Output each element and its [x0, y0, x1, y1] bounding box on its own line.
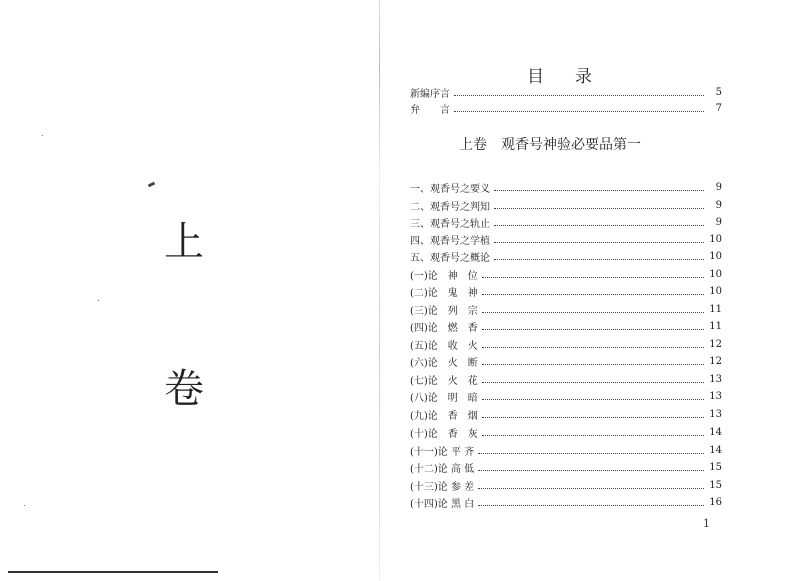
scan-speck	[98, 300, 99, 301]
toc-entry-page: 10	[709, 286, 722, 297]
dot-leader	[482, 381, 704, 383]
toc-entry-label: 二、观香号之判知	[410, 202, 490, 213]
toc-entry-page: 9	[715, 182, 722, 193]
front-matter-page: 5	[715, 87, 722, 98]
toc-entry-label: (四)论 燃 香	[410, 323, 478, 334]
toc-entry-label: 一、观香号之要义	[410, 184, 490, 195]
scan-edge-rule	[8, 571, 218, 573]
dot-leader	[454, 110, 704, 112]
toc-entry-label: (十四)论 黑 白	[410, 499, 475, 510]
toc-entry-label: (七)论 火 花	[410, 376, 478, 387]
toc-entry	[410, 372, 722, 387]
toc-entry	[410, 198, 722, 213]
toc-entry-page: 11	[709, 321, 722, 332]
toc-entry-page: 16	[709, 497, 722, 508]
dot-leader	[482, 346, 704, 348]
toc-entry	[410, 319, 722, 334]
toc-entry	[410, 337, 722, 352]
toc-entry	[410, 267, 722, 282]
toc-entry-label: (五)论 收 火	[410, 341, 478, 352]
front-matter-row	[410, 101, 722, 116]
toc-entry-page: 13	[709, 391, 722, 402]
page-number: 1	[703, 517, 710, 530]
dot-leader	[454, 94, 704, 96]
toc-entry	[410, 302, 722, 317]
dot-leader	[494, 207, 704, 209]
toc-entry	[410, 478, 722, 493]
toc-entry	[410, 495, 722, 510]
dot-leader	[478, 452, 704, 454]
dot-leader	[494, 189, 704, 191]
scan-speck	[42, 135, 43, 136]
dot-leader	[478, 469, 704, 471]
toc-entry-page: 10	[709, 251, 722, 262]
dot-leader	[494, 241, 704, 243]
toc-entry-page: 15	[709, 480, 722, 491]
toc-entry-page: 13	[709, 409, 722, 420]
toc-entry-page: 10	[709, 269, 722, 280]
toc-entry	[410, 284, 722, 299]
dot-leader	[494, 224, 704, 226]
scan-speck	[148, 182, 156, 188]
toc-entry	[410, 460, 722, 475]
toc-entry-label: (八)论 明 暗	[410, 393, 478, 404]
left-page	[0, 0, 380, 581]
front-matter-label: 新编序言	[410, 89, 450, 100]
toc-entry-page: 15	[709, 462, 722, 473]
section-title: 上卷 观香号神验必要品第一	[459, 137, 641, 153]
toc-entry-label: 五、观香号之概论	[410, 253, 490, 264]
toc-entry-label: (一)论 神 位	[410, 271, 478, 282]
dot-leader	[482, 363, 704, 365]
toc-entry	[410, 180, 722, 195]
toc-entry	[410, 215, 722, 230]
toc-entry-page: 9	[715, 217, 722, 228]
toc-entry-page: 10	[709, 234, 722, 245]
toc-entry-label: (十二)论 高 低	[410, 464, 475, 475]
toc-entry	[410, 443, 722, 458]
toc-entry-page: 12	[709, 339, 722, 350]
toc-entry-label: (九)论 香 烟	[410, 411, 478, 422]
toc-entry-label: (十一)论 平 齐	[410, 447, 475, 458]
dot-leader	[478, 504, 704, 506]
toc-entry	[410, 389, 722, 404]
dot-leader	[482, 434, 704, 436]
dot-leader	[482, 276, 704, 278]
dot-leader	[482, 416, 704, 418]
front-matter-label: 弁 言	[410, 105, 450, 116]
toc-entry-page: 11	[709, 304, 722, 315]
volume-char-top: 上	[164, 219, 204, 265]
toc-entry-label: (六)论 火 断	[410, 358, 478, 369]
toc-entry-label: (三)论 列 宗	[410, 306, 478, 317]
toc-entry	[410, 407, 722, 422]
toc-title: 目录	[527, 67, 623, 87]
dot-leader	[478, 487, 704, 489]
toc-entry-label: 三、观香号之轨止	[410, 219, 490, 230]
toc-entry-page: 14	[709, 445, 722, 456]
toc-entry	[410, 354, 722, 369]
dot-leader	[482, 328, 704, 330]
front-matter-row	[410, 85, 722, 100]
toc-entry-label: 四、观香号之学植	[410, 236, 490, 247]
toc-entry-label: (十)论 香 灰	[410, 429, 478, 440]
toc-entry-page: 14	[709, 427, 722, 438]
dot-leader	[494, 258, 704, 260]
dot-leader	[482, 293, 704, 295]
scan-speck	[24, 505, 25, 506]
right-page	[380, 0, 793, 581]
toc-entry-page: 13	[709, 374, 722, 385]
toc-entry-page: 12	[709, 356, 722, 367]
toc-entry	[410, 425, 722, 440]
toc-entry	[410, 232, 722, 247]
toc-entry-label: (十三)论 参 差	[410, 482, 475, 493]
volume-char-bottom: 卷	[164, 366, 204, 412]
front-matter-page: 7	[715, 103, 722, 114]
toc-entry-page: 9	[715, 200, 722, 211]
dot-leader	[482, 311, 704, 313]
toc-entry-label: (二)论 鬼 神	[410, 288, 478, 299]
toc-entry	[410, 249, 722, 264]
dot-leader	[482, 398, 704, 400]
